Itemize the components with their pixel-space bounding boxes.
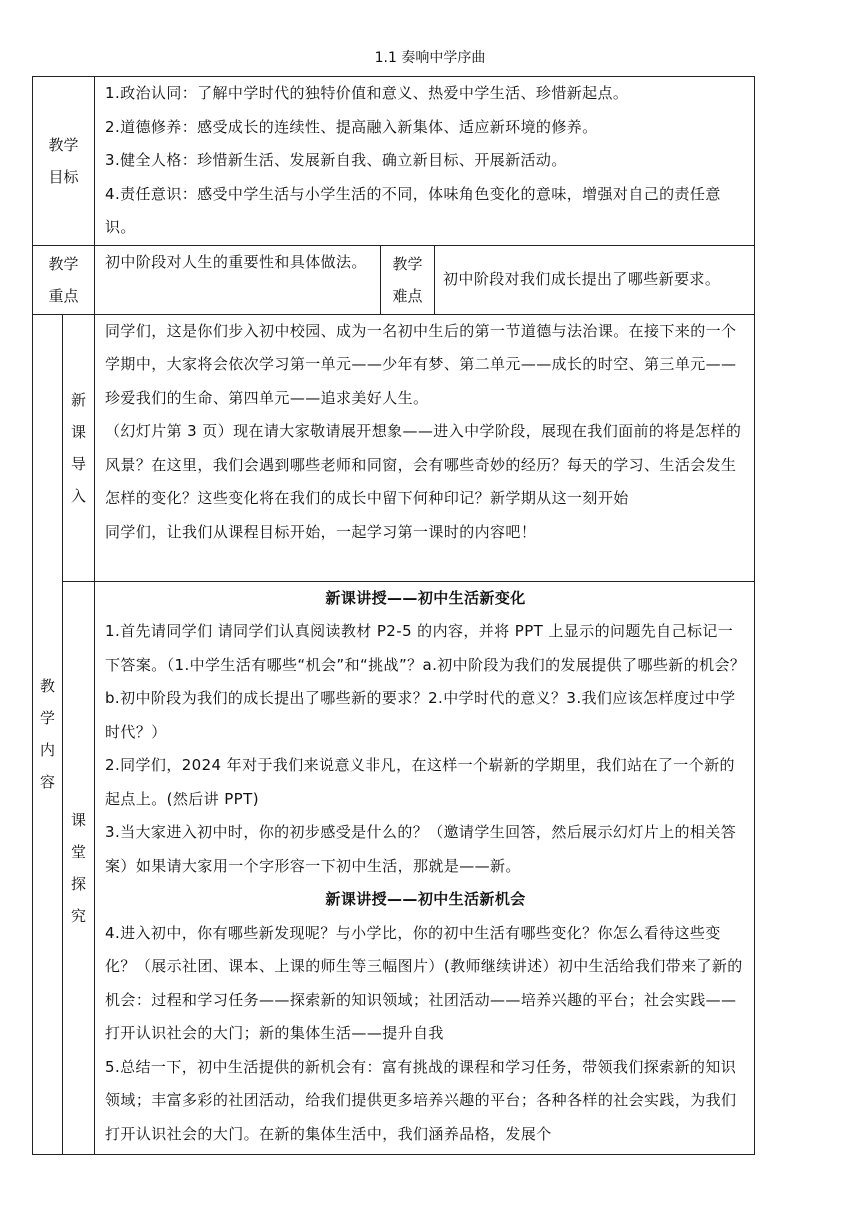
difficulties-label <box>381 245 435 314</box>
objective-item: 1.政治认同：了解中学时代的独特价值和意义、热爱中学生活、珍惜新起点。 <box>105 84 629 102</box>
section-heading: 新课讲授——初中生活新机会 <box>325 890 526 908</box>
explore-label-char: 究 <box>71 906 87 925</box>
key-points-content <box>95 245 381 314</box>
content-label-char: 内 <box>39 741 55 759</box>
intro-label <box>63 314 95 581</box>
intro-paragraph: （幻灯片第 3 页）现在请大家敬请展开想象——进入中学阶段，展现在我们面前的将是怎样的风景？在这里，我们会遇到哪些老师和同窗，会有哪些奇妙的经历？每天的学习、生活会发生怎样的变化？这些变化将在我们的成长中留下何种印记？新学期从这一刻开始 <box>105 422 742 507</box>
page-title: 1.1 奏响中学序曲 <box>374 50 486 66</box>
difficulties-content <box>435 245 755 314</box>
intro-label-char: 新 <box>71 390 87 409</box>
intro-label-char: 入 <box>71 486 87 505</box>
intro-row <box>33 314 755 581</box>
content-label <box>33 314 63 1154</box>
content-label-char: 教 <box>39 677 55 695</box>
difficulties-text: 初中阶段对我们成长提出了哪些新要求。 <box>443 269 721 288</box>
explore-paragraph: 4.进入初中，你有哪些新发现呢？与小学比，你的初中生活有哪些变化？你怎么看待这些变化？（展示社团、课本、上课的师生等三幅图片）(教师继续讲述）初中生活给我们带来了新的机会：过程和学习任务——探索新的知识领域；社团活动——培养兴趣的平台；社会实践——打开认识社会的大门；新的集体生活——提升自我 <box>105 923 743 1042</box>
objectives-label-line: 目标 <box>48 167 79 186</box>
content-label-char: 学 <box>39 709 55 727</box>
explore-row <box>33 581 755 1154</box>
explore-content <box>95 581 755 1154</box>
key-points-label-line: 重点 <box>48 286 79 305</box>
explore-label-char: 堂 <box>71 842 87 861</box>
objectives-label <box>33 77 95 246</box>
objective-item: 2.道德修养：感受成长的连续性、提高融入新集体、适应新环境的修养。 <box>105 117 598 136</box>
objectives-row <box>33 77 755 246</box>
objectives-label-line: 教学 <box>48 135 79 154</box>
intro-content <box>95 314 755 581</box>
focus-row <box>33 245 755 314</box>
explore-label-char: 探 <box>71 874 87 893</box>
lesson-plan-table <box>32 76 755 1155</box>
section-heading: 新课讲授——初中生活新变化 <box>325 588 526 607</box>
explore-label <box>63 581 95 1154</box>
explore-label-char: 课 <box>71 810 87 829</box>
key-points-label <box>33 245 95 314</box>
intro-paragraph: 同学们，让我们从课程目标开始，一起学习第一课时的内容吧！ <box>105 522 537 541</box>
intro-label-char: 课 <box>71 422 87 441</box>
objective-item: 4.责任意识：感受中学生活与小学生活的不同，体味角色变化的意味，增强对自己的责任意识。 <box>105 184 721 236</box>
key-points-label-line: 教学 <box>48 254 79 273</box>
difficulties-label-line: 教学 <box>392 254 423 273</box>
content-label-char: 容 <box>39 773 55 791</box>
intro-label-char: 导 <box>71 454 87 473</box>
objective-item: 3.健全人格：珍惜新生活、发展新自我、确立新目标、开展新活动。 <box>105 151 567 169</box>
explore-paragraph: 1.首先请同学们 请同学们认真阅读教材 P2-5 的内容，并将 PPT 上显示的问题先自己标记一下答案。（1.中学生活有哪些“机会”和“挑战”？a.初中阶段为我们的发展提供了哪些新的机会？b.初中阶段为我们的成长提出了哪些新的要求？2.中学时代的意义？3.我们应该怎样度过中学时代？） <box>105 622 746 741</box>
key-points-text: 初中阶段对人生的重要性和具体做法。 <box>105 252 367 271</box>
explore-paragraph: 3.当大家进入初中时，你的初步感受是什么的？（邀请学生回答，然后展示幻灯片上的相关答案）如果请大家用一个字形容一下初中生活，那就是——新。 <box>105 823 737 875</box>
intro-paragraph: 同学们，这是你们步入初中校园、成为一名初中生后的第一节道德与法治课。在接下来的一个学期中，大家将会依次学习第一单元——少年有梦、第二单元——成长的时空、第三单元——珍爱我们的生命、第四单元——追求美好人生。 <box>105 321 737 407</box>
objectives-content <box>95 77 755 246</box>
explore-paragraph: 5.总结一下，初中生活提供的新机会有：富有挑战的课程和学习任务，带领我们探索新的知识领域；丰富多彩的社团活动，给我们提供更多培养兴趣的平台；各种各样的社会实践，为我们打开认识社会的大门。在新的集体生活中，我们涵养品格，发展个 <box>105 1057 737 1143</box>
explore-paragraph: 2.同学们，2024 年对于我们来说意义非凡，在这样一个崭新的学期里，我们站在了一个新的起点上。(然后讲 PPT) <box>105 756 735 808</box>
difficulties-label-line: 难点 <box>392 286 423 305</box>
